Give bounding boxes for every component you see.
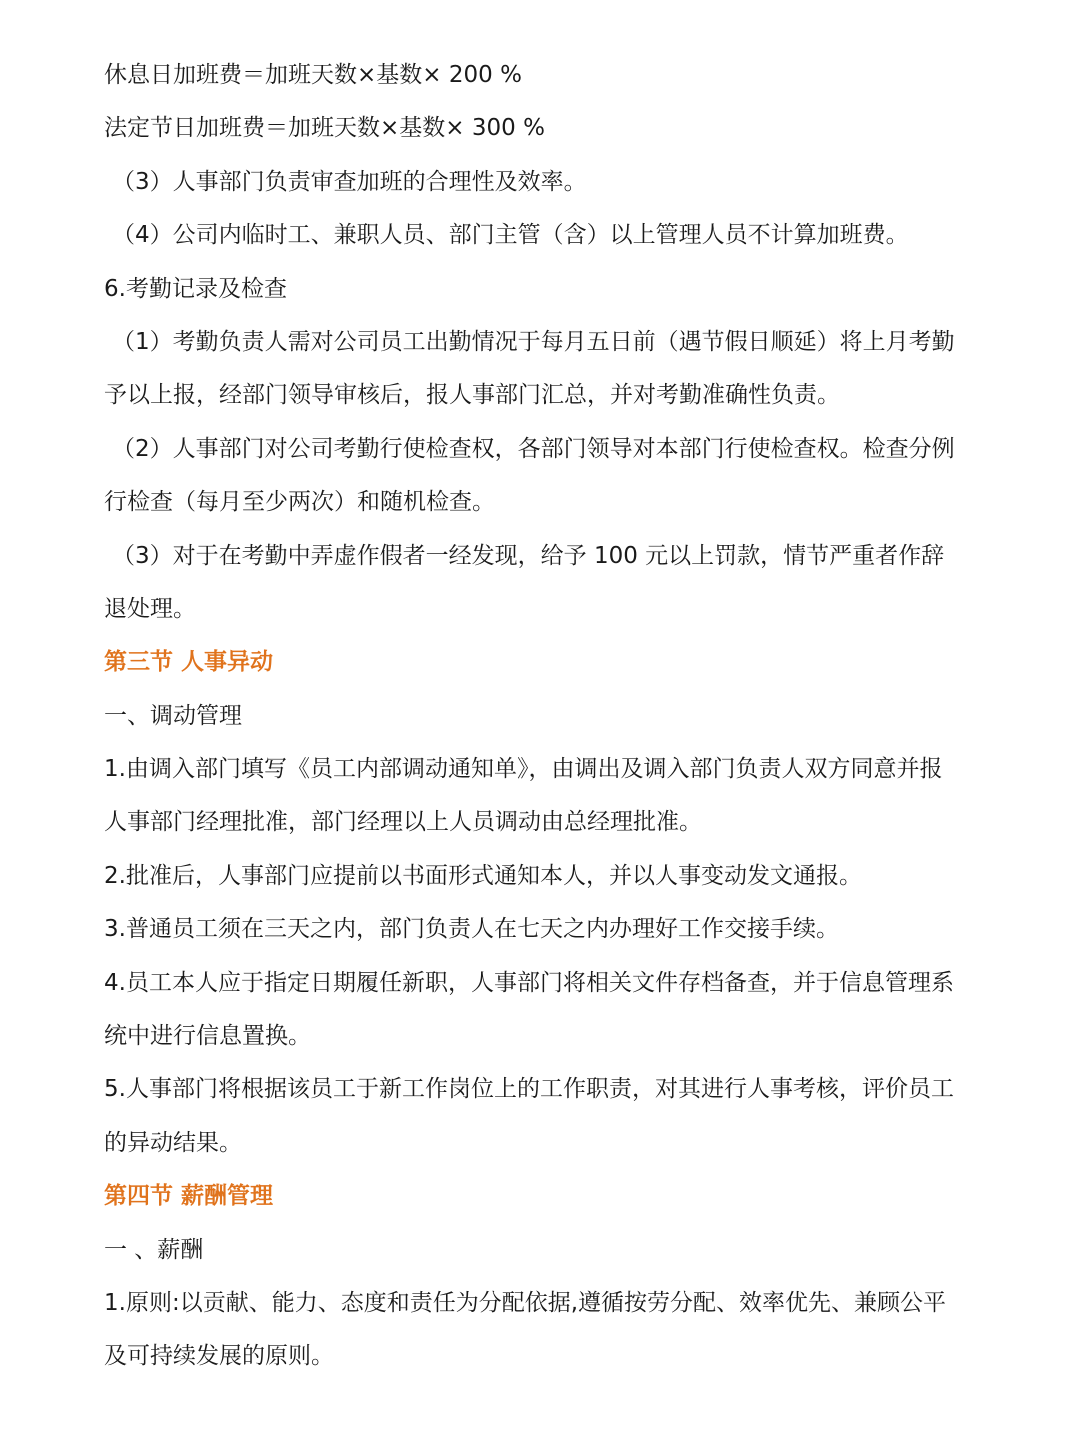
text-line-attendance-3b: 退处理。 (104, 595, 196, 622)
text-line-attendance-1b: 予以上报，经部门领导审核后，报人事部门汇总，并对考勤准确性负责。 (104, 382, 840, 409)
text-line-item-3-review: （3）人事部门负责审查加班的合理性及效率。 (112, 168, 587, 195)
text-line-salary-title: 一 、薪酬 (104, 1236, 204, 1263)
section-heading-compensation: 第四节 薪酬管理 (104, 1183, 274, 1210)
text-line-attendance-3a: （3）对于在考勤中弄虚作假者一经发现，给予 100 元以上罚款，情节严重者作辞 (112, 542, 945, 569)
document-page (104, 49, 980, 1384)
text-line-transfer-1a: 1.由调入部门填写《员工内部调动通知单》，由调出及调入部门负责人双方同意并报 (104, 756, 943, 783)
text-line-transfer-2: 2.批准后，人事部门应提前以书面形式通知本人，并以人事变动发文通报。 (104, 862, 862, 889)
text-line-attendance-2a: （2）人事部门对公司考勤行使检查权，各部门领导对本部门行使检查权。检查分例 (112, 435, 955, 462)
text-line-attendance-title: 6.考勤记录及检查 (104, 275, 287, 302)
text-line-transfer-4b: 统中进行信息置换。 (104, 1023, 311, 1050)
text-line-transfer-5a: 5.人事部门将根据该员工于新工作岗位上的工作职责，对其进行人事考核，评价员工 (104, 1076, 954, 1103)
text-line-item-4-exclusions: （4）公司内临时工、兼职人员、部门主管（含）以上管理人员不计算加班费。 (112, 222, 909, 249)
text-line-attendance-1a: （1）考勤负责人需对公司员工出勤情况于每月五日前（遇节假日顺延）将上月考勤 (112, 328, 955, 355)
text-line-transfer-title: 一、调动管理 (104, 702, 242, 729)
text-line-transfer-4a: 4.员工本人应于指定日期履任新职，人事部门将相关文件存档备查，并于信息管理系 (104, 969, 954, 996)
text-line-overtime-rest-day: 休息日加班费＝加班天数×基数× 200 % (104, 62, 522, 88)
text-line-transfer-1b: 人事部门经理批准，部门经理以上人员调动由总经理批准。 (104, 809, 702, 836)
text-line-salary-1b: 及可持续发展的原则。 (104, 1343, 334, 1370)
text-line-overtime-holiday: 法定节日加班费＝加班天数×基数× 300 % (104, 115, 545, 142)
text-line-salary-1a: 1.原则:以贡献、能力、态度和责任为分配依据,遵循按劳分配、效率优先、兼顾公平 (104, 1289, 947, 1316)
text-line-transfer-5b: 的异动结果。 (104, 1129, 242, 1156)
section-heading-personnel-change: 第三节 人事异动 (104, 649, 274, 676)
text-line-attendance-2b: 行检查（每月至少两次）和随机检查。 (104, 489, 495, 516)
text-line-transfer-3: 3.普通员工须在三天之内，部门负责人在七天之内办理好工作交接手续。 (104, 916, 839, 943)
